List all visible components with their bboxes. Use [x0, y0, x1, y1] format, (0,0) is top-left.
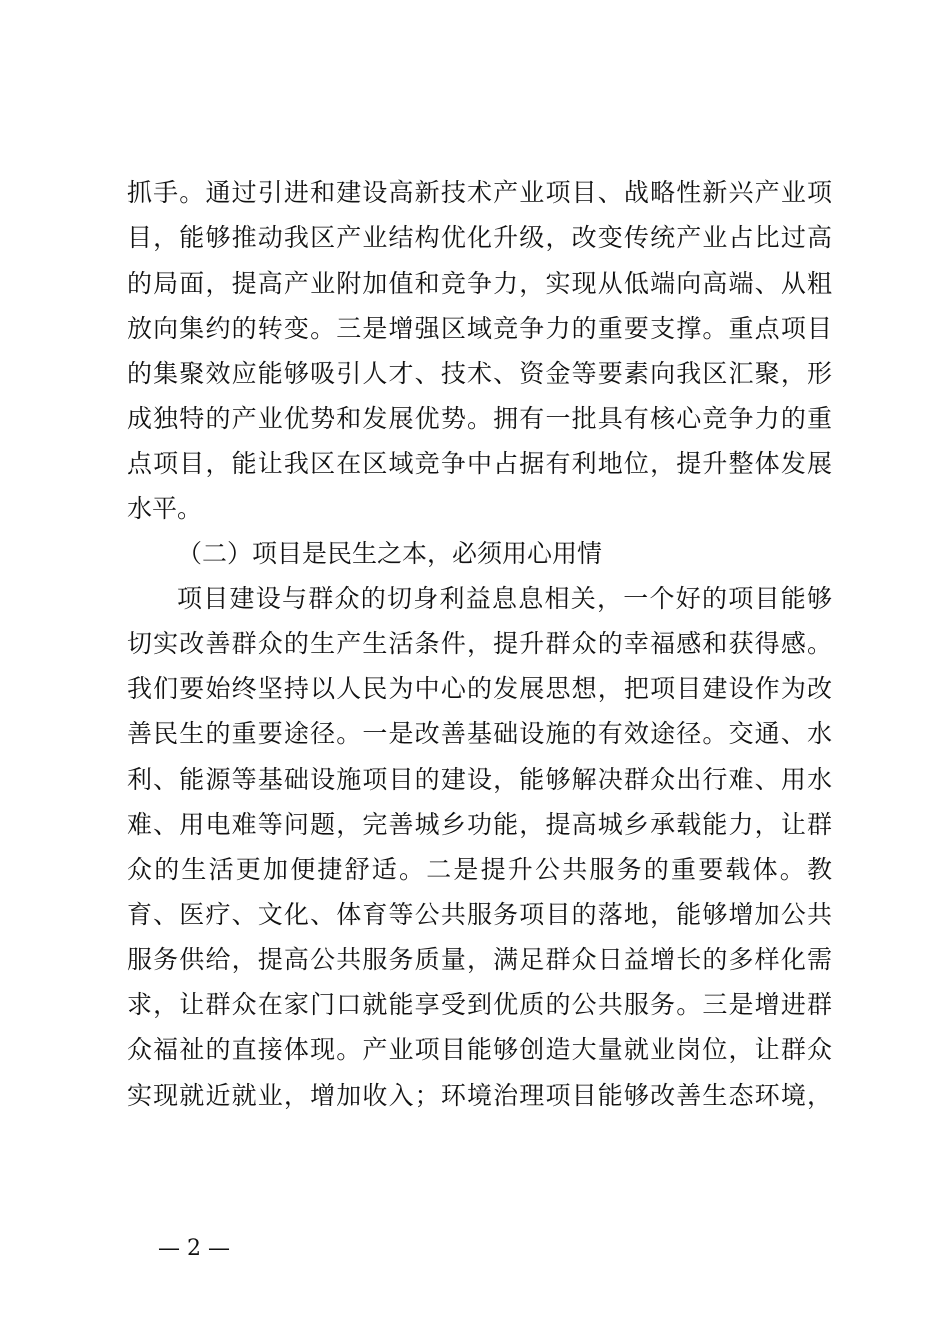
text-line: 我们要始终坚持以人民为中心的发展思想，把项目建设作为改: [127, 674, 832, 703]
text-line: 众的生活更加便捷舒适。二是提升公共服务的重要载体。教: [127, 855, 832, 884]
paragraph-end-line: 水平。: [127, 494, 203, 523]
text-line: 抓手。通过引进和建设高新技术产业项目、战略性新兴产业项: [127, 178, 832, 207]
text-line: 的集聚效应能够吸引人才、技术、资金等要素向我区汇聚，形: [127, 359, 832, 388]
page-number: — 2 —: [158, 1236, 230, 1261]
text-line: 育、医疗、文化、体育等公共服务项目的落地，能够增加公共: [127, 900, 832, 929]
text-line: 的局面，提高产业附加值和竞争力，实现从低端向高端、从粗: [127, 269, 832, 298]
text-line: 成独特的产业优势和发展优势。拥有一批具有核心竞争力的重: [127, 404, 832, 433]
text-line: 利、能源等基础设施项目的建设，能够解决群众出行难、用水: [127, 765, 832, 794]
text-line: 难、用电难等问题，完善城乡功能，提高城乡承载能力，让群: [127, 810, 832, 839]
text-line: 放向集约的转变。三是增强区域竞争力的重要支撑。重点项目: [127, 314, 832, 343]
text-line: 目，能够推动我区产业结构优化升级，改变传统产业占比过高: [127, 223, 832, 252]
text-line: 求，让群众在家门口就能享受到优质的公共服务。三是增进群: [127, 990, 832, 1019]
text-line: 实现就近就业，增加收入；环境治理项目能够改善生态环境，: [127, 1081, 832, 1110]
section-heading: （二）项目是民生之本，必须用心用情: [177, 539, 603, 568]
text-line: 切实改善群众的生产生活条件，提升群众的幸福感和获得感。: [127, 629, 832, 658]
paragraph-first-line: 项目建设与群众的切身利益息息相关，一个好的项目能够: [177, 584, 832, 613]
text-line: 善民生的重要途径。一是改善基础设施的有效途径。交通、水: [127, 719, 832, 748]
text-line: 众福祉的直接体现。产业项目能够创造大量就业岗位，让群众: [127, 1035, 832, 1064]
text-line: 点项目，能让我区在区域竞争中占据有利地位，提升整体发展: [127, 449, 832, 478]
text-line: 服务供给，提高公共服务质量，满足群众日益增长的多样化需: [127, 945, 832, 974]
